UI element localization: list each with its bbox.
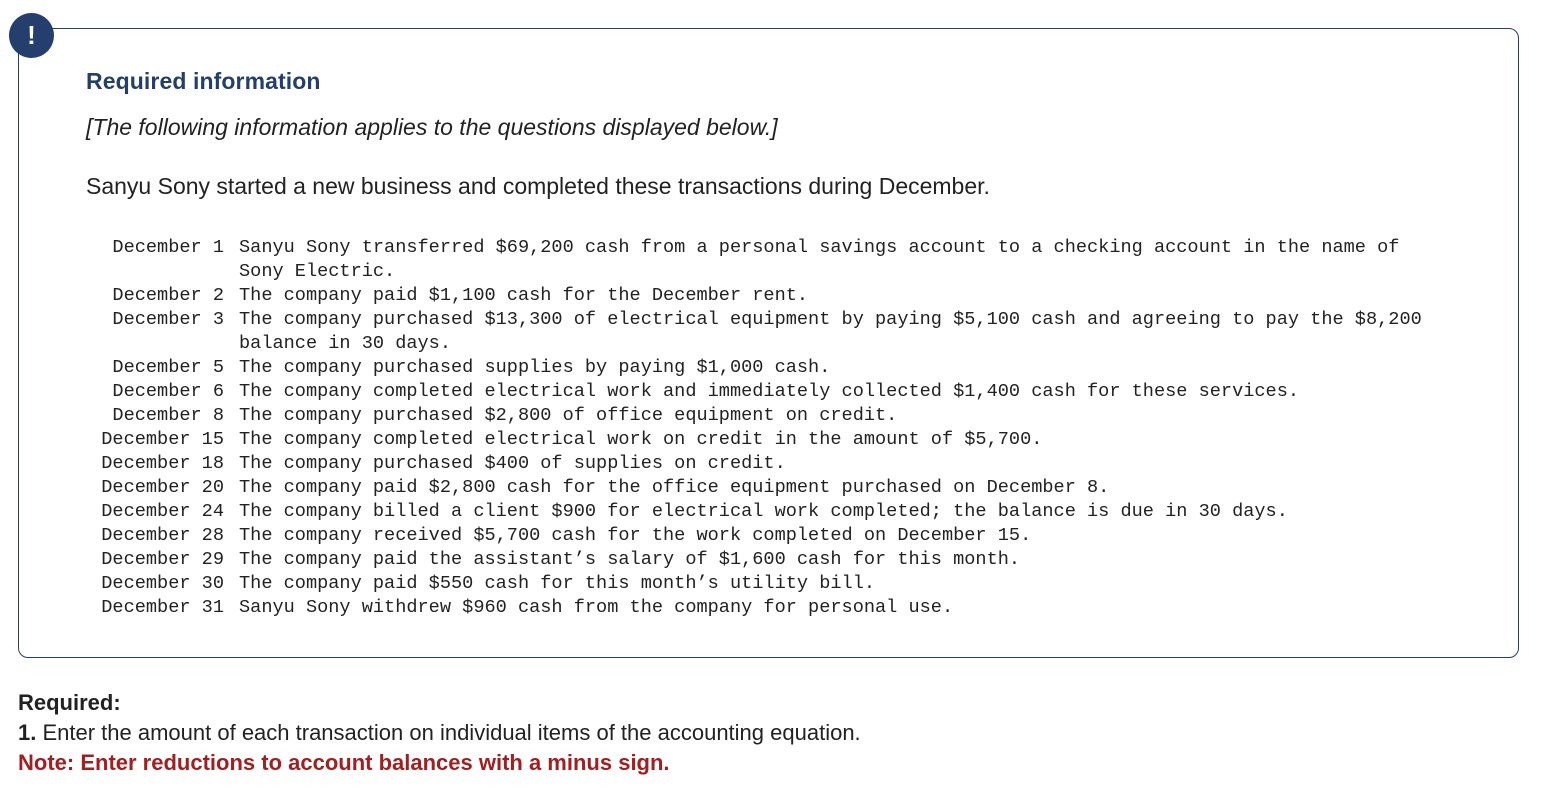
- transaction-text: The company paid $1,100 cash for the December rent.: [239, 285, 809, 306]
- transaction-text: The company purchased $13,300 of electrical equipment by paying $5,100 cash and agreeing to pay the $8,200 balance in 30 days.: [239, 309, 1422, 354]
- alert-badge: [9, 13, 54, 58]
- transaction-date: December 31: [101, 597, 224, 618]
- transaction-date: December 29: [101, 549, 224, 570]
- transaction-row: [86, 548, 1506, 572]
- exclamation-icon: !: [27, 20, 36, 50]
- transaction-row: [86, 404, 1506, 428]
- transaction-text: The company purchased $400 of supplies on credit.: [239, 453, 786, 474]
- transaction-date: December 3: [112, 309, 224, 330]
- transaction-row: [86, 236, 1506, 284]
- transaction-row: [86, 356, 1506, 380]
- transaction-date: December 2: [112, 285, 224, 306]
- transaction-text: Sanyu Sony withdrew $960 cash from the company for personal use.: [239, 597, 954, 618]
- transaction-text: The company paid $550 cash for this month’s utility bill.: [239, 573, 876, 594]
- transaction-text: The company received $5,700 cash for the work completed on December 15.: [239, 525, 1032, 546]
- transaction-row: [86, 596, 1506, 620]
- transaction-text: The company completed electrical work and immediately collected $1,400 cash for these services.: [239, 381, 1300, 402]
- transaction-row: [86, 476, 1506, 500]
- transaction-text: The company paid $2,800 cash for the office equipment purchased on December 8.: [239, 477, 1110, 498]
- transaction-date: December 15: [101, 429, 224, 450]
- transaction-row: [86, 452, 1506, 476]
- transaction-date: December 8: [112, 405, 224, 426]
- transaction-row: [86, 428, 1506, 452]
- transaction-text: The company completed electrical work on credit in the amount of $5,700.: [239, 429, 1043, 450]
- minus-sign-note: Note: Enter reductions to account balances with a minus sign.: [18, 750, 670, 775]
- required-step-1: [18, 720, 861, 746]
- required-information-title: Required information: [86, 68, 321, 94]
- transaction-date: December 6: [112, 381, 224, 402]
- transaction-text: Sanyu Sony transferred $69,200 cash from a personal savings account to a checking account in the name of Sony Electric.: [239, 237, 1400, 282]
- step-text: Enter the amount of each transaction on individual items of the accounting equation.: [36, 720, 861, 745]
- transaction-row: [86, 500, 1506, 524]
- transaction-date: December 5: [112, 357, 224, 378]
- transaction-row: [86, 308, 1506, 356]
- transaction-date: December 1: [112, 237, 224, 258]
- transaction-list: [86, 236, 1506, 620]
- transaction-text: The company purchased $2,800 of office equipment on credit.: [239, 405, 898, 426]
- transaction-date: December 24: [101, 501, 224, 522]
- transaction-row: [86, 380, 1506, 404]
- transaction-date: December 20: [101, 477, 224, 498]
- transaction-text: The company purchased supplies by paying $1,000 cash.: [239, 357, 831, 378]
- intro-text: Sanyu Sony started a new business and completed these transactions during December.: [86, 173, 990, 199]
- transaction-date: December 30: [101, 573, 224, 594]
- step-number: 1.: [18, 720, 37, 745]
- transaction-date: December 28: [101, 525, 224, 546]
- required-label: Required:: [18, 690, 121, 715]
- applies-note: [The following information applies to the questions displayed below.]: [86, 114, 778, 140]
- transaction-row: [86, 572, 1506, 596]
- transaction-date: December 18: [101, 453, 224, 474]
- transaction-text: The company paid the assistant’s salary of $1,600 cash for this month.: [239, 549, 1021, 570]
- transaction-text: The company billed a client $900 for electrical work completed; the balance is due in 30 days.: [239, 501, 1288, 522]
- transaction-row: [86, 284, 1506, 308]
- transaction-row: [86, 524, 1506, 548]
